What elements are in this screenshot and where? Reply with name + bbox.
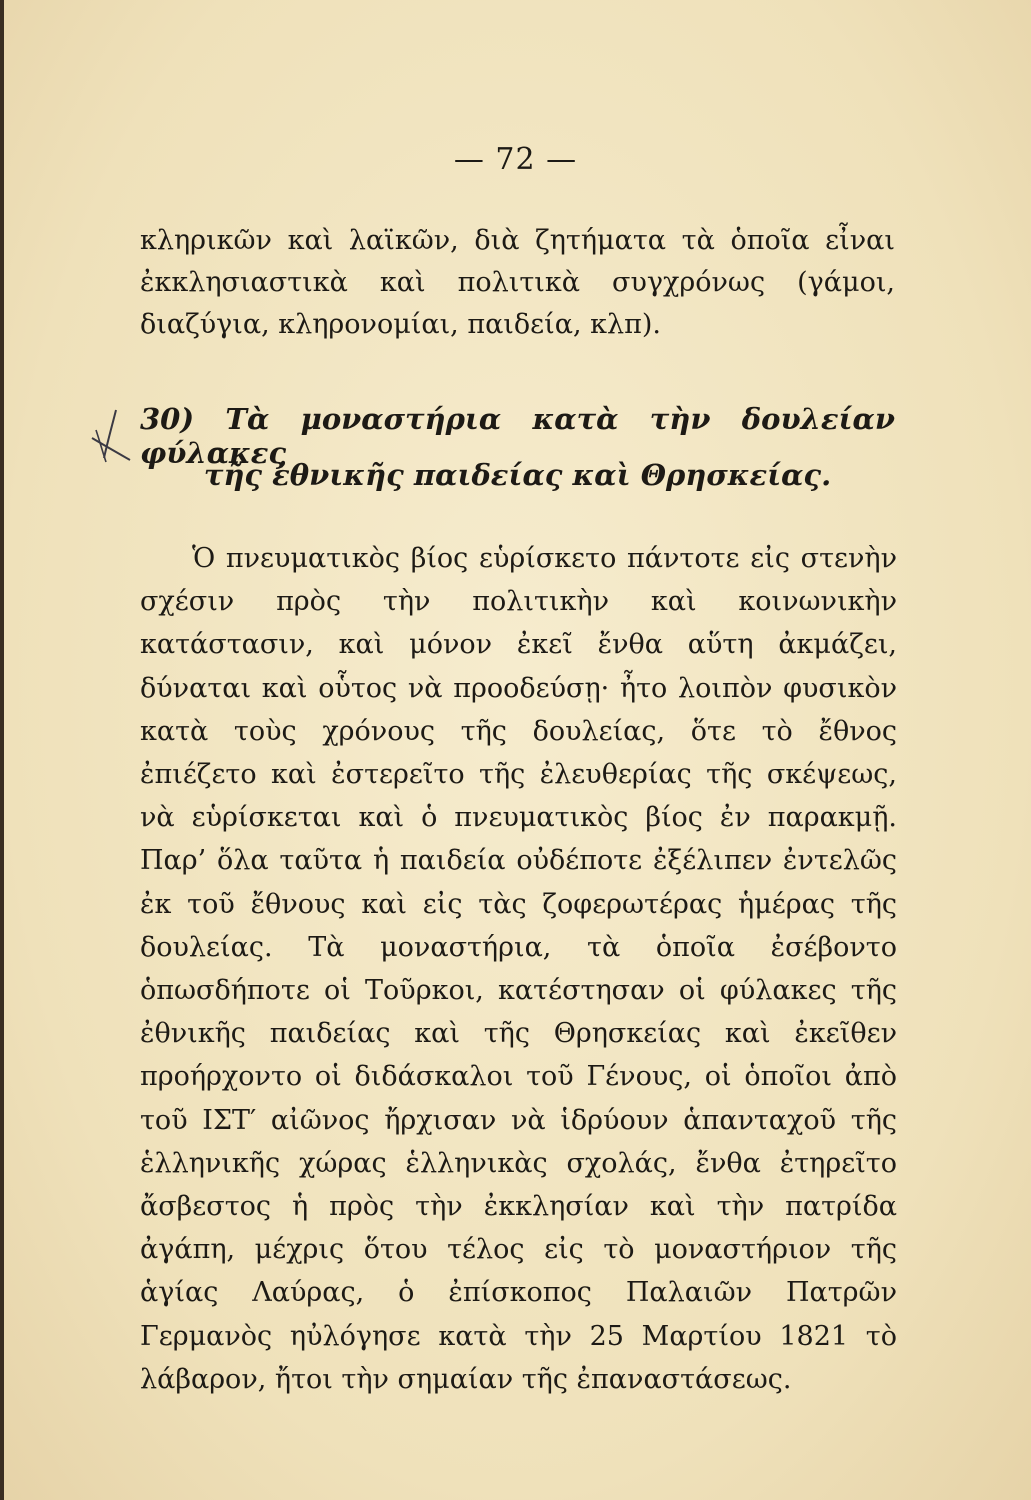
scan-edge [0, 0, 4, 1500]
section-heading-line-2: τῆς ἐθνικῆς παιδείας καὶ Θρησκείας. [203, 458, 832, 492]
margin-pencil-mark-icon [86, 408, 136, 464]
page-number: — 72 — [453, 142, 578, 177]
section-heading-line-1: 30) Τὰ μοναστήρια κατὰ τὴν δουλείαν φύλακες [140, 402, 895, 470]
intro-paragraph: κληρικῶν καὶ λαϊκῶν, διὰ ζητήματα τὰ ὁποῖα εἶναι ἐκκλησιαστικὰ καὶ πολιτικὰ συγχρόνως (γάμοι, διαζύγια, κληρονομίαι, παιδεία, κλπ). [140, 225, 895, 340]
body-paragraph: Ὁ πνευματικὸς βίος εὑρίσκετο πάντοτε εἰς στενὴν σχέσιν πρὸς τὴν πολιτικὴν καὶ κοινωνικὴν κατάστασιν, καὶ μόνον ἐκεῖ ἔνθα αὕτη ἀκμάζει, δύναται καὶ οὗτος νὰ προοδεύσῃ· ἦτο λοιπὸν φυσικὸν κατὰ τοὺς χρόνους τῆς δουλείας, ὅτε τὸ ἔθνος ἐπιέζετο καὶ ἐστερεῖτο τῆς ἐλευθερίας τῆς σκέψεως, νὰ εὑρίσκεται καὶ ὁ πνευματικὸς βίος ἐν παρακμῇ. Παρ’ ὅλα ταῦτα ἡ παιδεία οὐδέποτε ἐξέλιπεν ἐντελῶς ἐκ τοῦ ἔθνους καὶ εἰς τὰς ζοφερωτέρας ἡμέρας τῆς δουλείας. Τὰ μοναστήρια, τὰ ὁποῖα ἐσέβοντο ὁπωσδήποτε οἱ Τοῦρκοι, κατέστησαν οἱ φύλακες τῆς ἐθνικῆς παιδείας καὶ τῆς Θρησκείας καὶ ἐκεῖθεν προήρχοντο οἱ διδάσκαλοι τοῦ Γένους, οἱ ὁποῖοι ἀπὸ τοῦ ΙΣΤ′ αἰῶνος ἤρχισαν νὰ ἱδρύουν ἁπανταχοῦ τῆς ἑλληνικῆς χώρας ἑλληνικὰς σχολάς, ἔνθα ἐτηρεῖτο ἄσβεστος ἡ πρὸς τὴν ἐκκλησίαν καὶ τὴν πατρίδα ἀγάπη, μέχρις ὅτου τέλος εἰς τὸ μοναστήριον τῆς ἁγίας Λαύρας, ὁ ἐπίσκοπος Παλαιῶν Πατρῶν Γερμανὸς ηὐλόγησε κατὰ τὴν 25 Μαρτίου 1821 τὸ λάβαρον, ἤτοι τὴν σημαίαν τῆς ἐπαναστάσεως. [140, 543, 897, 1395]
